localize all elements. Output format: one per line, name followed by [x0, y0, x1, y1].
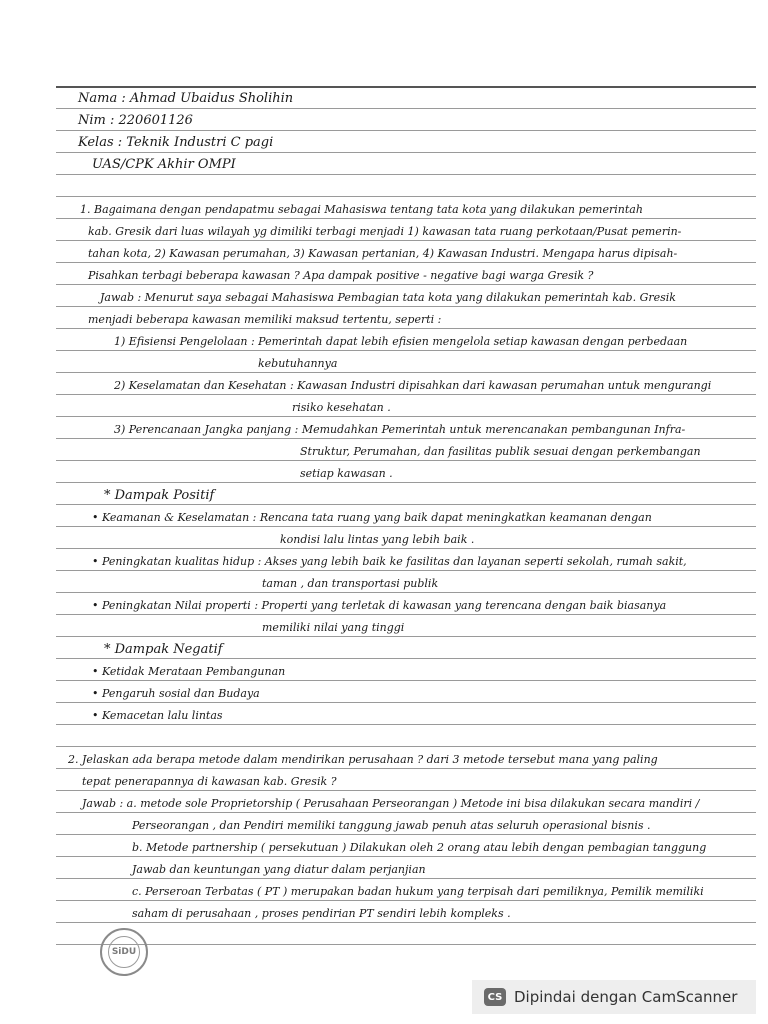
ruled-line	[56, 592, 756, 593]
student-name: Nama : Ahmad Ubaidus Sholihin	[78, 91, 294, 106]
ruled-line	[56, 130, 756, 131]
ruled-line	[56, 394, 756, 395]
ruled-line	[56, 614, 756, 615]
answer-2-line: c. Perseroan Terbatas ( PT ) merupakan badan hukum yang terpisah dari pemiliknya, Pemilik memiliki	[132, 885, 704, 898]
positive-item-line: taman , dan transportasi publik	[262, 577, 439, 590]
ruled-line	[56, 306, 756, 307]
point-1-line: 1) Efisiensi Pengelolaan : Pemerintah dapat lebih efisien mengelola setiap kawasan dengan perbedaan	[114, 335, 688, 348]
ruled-line	[56, 570, 756, 571]
ruled-line	[56, 922, 756, 923]
question-2-line: 2. Jelaskan ada berapa metode dalam mendirikan perusahaan ? dari 3 metode tersebut mana yang paling	[68, 753, 658, 766]
positive-item-line: • Peningkatan Nilai properti : Properti yang terletak di kawasan yang terencana dengan baik biasanya	[92, 599, 667, 612]
answer-2-line: Jawab : a. metode sole Proprietorship ( Perusahaan Perseorangan ) Metode ini bisa dilakukan secara mandiri /	[82, 797, 700, 810]
ruled-line	[56, 768, 756, 769]
ruled-line	[56, 636, 756, 637]
ruled-line	[56, 328, 756, 329]
ruled-line	[56, 416, 756, 417]
ruled-line	[56, 108, 756, 109]
point-3-line: setiap kawasan .	[300, 467, 393, 480]
positive-item-line: kondisi lalu lintas yang lebih baik .	[280, 533, 475, 546]
ruled-line	[56, 174, 756, 175]
negative-item: • Kemacetan lalu lintas	[92, 709, 223, 722]
ruled-line	[56, 438, 756, 439]
student-class: Kelas : Teknik Industri C pagi	[78, 135, 274, 150]
ruled-line	[56, 548, 756, 549]
ruled-line	[56, 482, 756, 483]
point-3-line: 3) Perencanaan Jangka panjang : Memudahkan Pemerintah untuk merencanakan pembangunan Infra-	[114, 423, 686, 436]
answer-2-line: b. Metode partnership ( persekutuan ) Dilakukan oleh 2 orang atau lebih dengan pembagian tanggung	[132, 841, 707, 854]
ruled-line	[56, 240, 756, 241]
ruled-line	[56, 812, 756, 813]
ruled-line	[56, 878, 756, 879]
student-nim: Nim : 220601126	[78, 113, 193, 128]
ruled-line	[56, 900, 756, 901]
point-3-line: Struktur, Perumahan, dan fasilitas publik sesuai dengan perkembangan	[300, 445, 701, 458]
ruled-line	[56, 658, 756, 659]
ruled-line	[56, 856, 756, 857]
ruled-line	[56, 944, 756, 945]
ruled-line	[56, 152, 756, 153]
ruled-line	[56, 86, 756, 88]
ruled-line	[56, 724, 756, 725]
ruled-line	[56, 746, 756, 747]
answer-1-line: Jawab : Menurut saya sebagai Mahasiswa Pembagian tata kota yang dilakukan pemerintah kab. Gresik	[100, 291, 676, 304]
negative-item: • Pengaruh sosial dan Budaya	[92, 687, 260, 700]
ruled-line	[56, 790, 756, 791]
question-1-line: Pisahkan terbagi beberapa kawasan ? Apa dampak positive - negative bagi warga Gresik ?	[88, 269, 594, 282]
positive-item-line: • Keamanan & Keselamatan : Rencana tata ruang yang baik dapat meningkatkan keamanan dengan	[92, 511, 652, 524]
ruled-line	[56, 460, 756, 461]
point-2-line: risiko kesehatan .	[292, 401, 391, 414]
ruled-line	[56, 218, 756, 219]
answer-2-line: Jawab dan keuntungan yang diatur dalam perjanjian	[132, 863, 426, 876]
stamp-text: SiDU	[108, 936, 140, 968]
camscanner-watermark	[472, 980, 756, 1014]
ruled-line	[56, 834, 756, 835]
camscanner-text: Dipindai dengan CamScanner	[514, 988, 738, 1006]
question-1-line: kab. Gresik dari luas wilayah yg dimiliki terbagi menjadi 1) kawasan tata ruang perkotaan/Pusat pemerin-	[88, 225, 682, 238]
positive-item-line: memiliki nilai yang tinggi	[262, 621, 405, 634]
ruled-line	[56, 702, 756, 703]
question-1-line: 1. Bagaimana dengan pendapatmu sebagai Mahasiswa tentang tata kota yang dilakukan pemerintah	[80, 203, 643, 216]
ruled-line	[56, 196, 756, 197]
negative-item: • Ketidak Merataan Pembangunan	[92, 665, 286, 678]
ruled-line	[56, 504, 756, 505]
paper-brand-stamp	[100, 928, 148, 976]
answer-2-line: Perseorangan , dan Pendiri memiliki tanggung jawab penuh atas seluruh operasional bisnis .	[132, 819, 651, 832]
ruled-line	[56, 284, 756, 285]
exam-title: UAS/CPK Akhir OMPI	[92, 157, 236, 172]
ruled-line	[56, 350, 756, 351]
positive-impact-title: * Dampak Positif	[104, 488, 215, 503]
negative-impact-title: * Dampak Negatif	[104, 642, 223, 657]
ruled-line	[56, 262, 756, 263]
camscanner-icon: CS	[484, 988, 506, 1006]
question-2-line: tepat penerapannya di kawasan kab. Gresik ?	[82, 775, 337, 788]
positive-item-line: • Peningkatan kualitas hidup : Akses yang lebih baik ke fasilitas dan layanan seperti sekolah, rumah sakit,	[92, 555, 687, 568]
point-2-line: 2) Keselamatan dan Kesehatan : Kawasan Industri dipisahkan dari kawasan perumahan untuk mengurangi	[114, 379, 712, 392]
answer-2-line: saham di perusahaan , proses pendirian PT sendiri lebih kompleks .	[132, 907, 511, 920]
ruled-line	[56, 526, 756, 527]
ruled-line	[56, 372, 756, 373]
point-1-line: kebutuhannya	[258, 357, 338, 370]
answer-1-line: menjadi beberapa kawasan memiliki maksud tertentu, seperti :	[88, 313, 442, 326]
ruled-line	[56, 680, 756, 681]
question-1-line: tahan kota, 2) Kawasan perumahan, 3) Kawasan pertanian, 4) Kawasan Industri. Mengapa harus dipisah-	[88, 247, 678, 260]
